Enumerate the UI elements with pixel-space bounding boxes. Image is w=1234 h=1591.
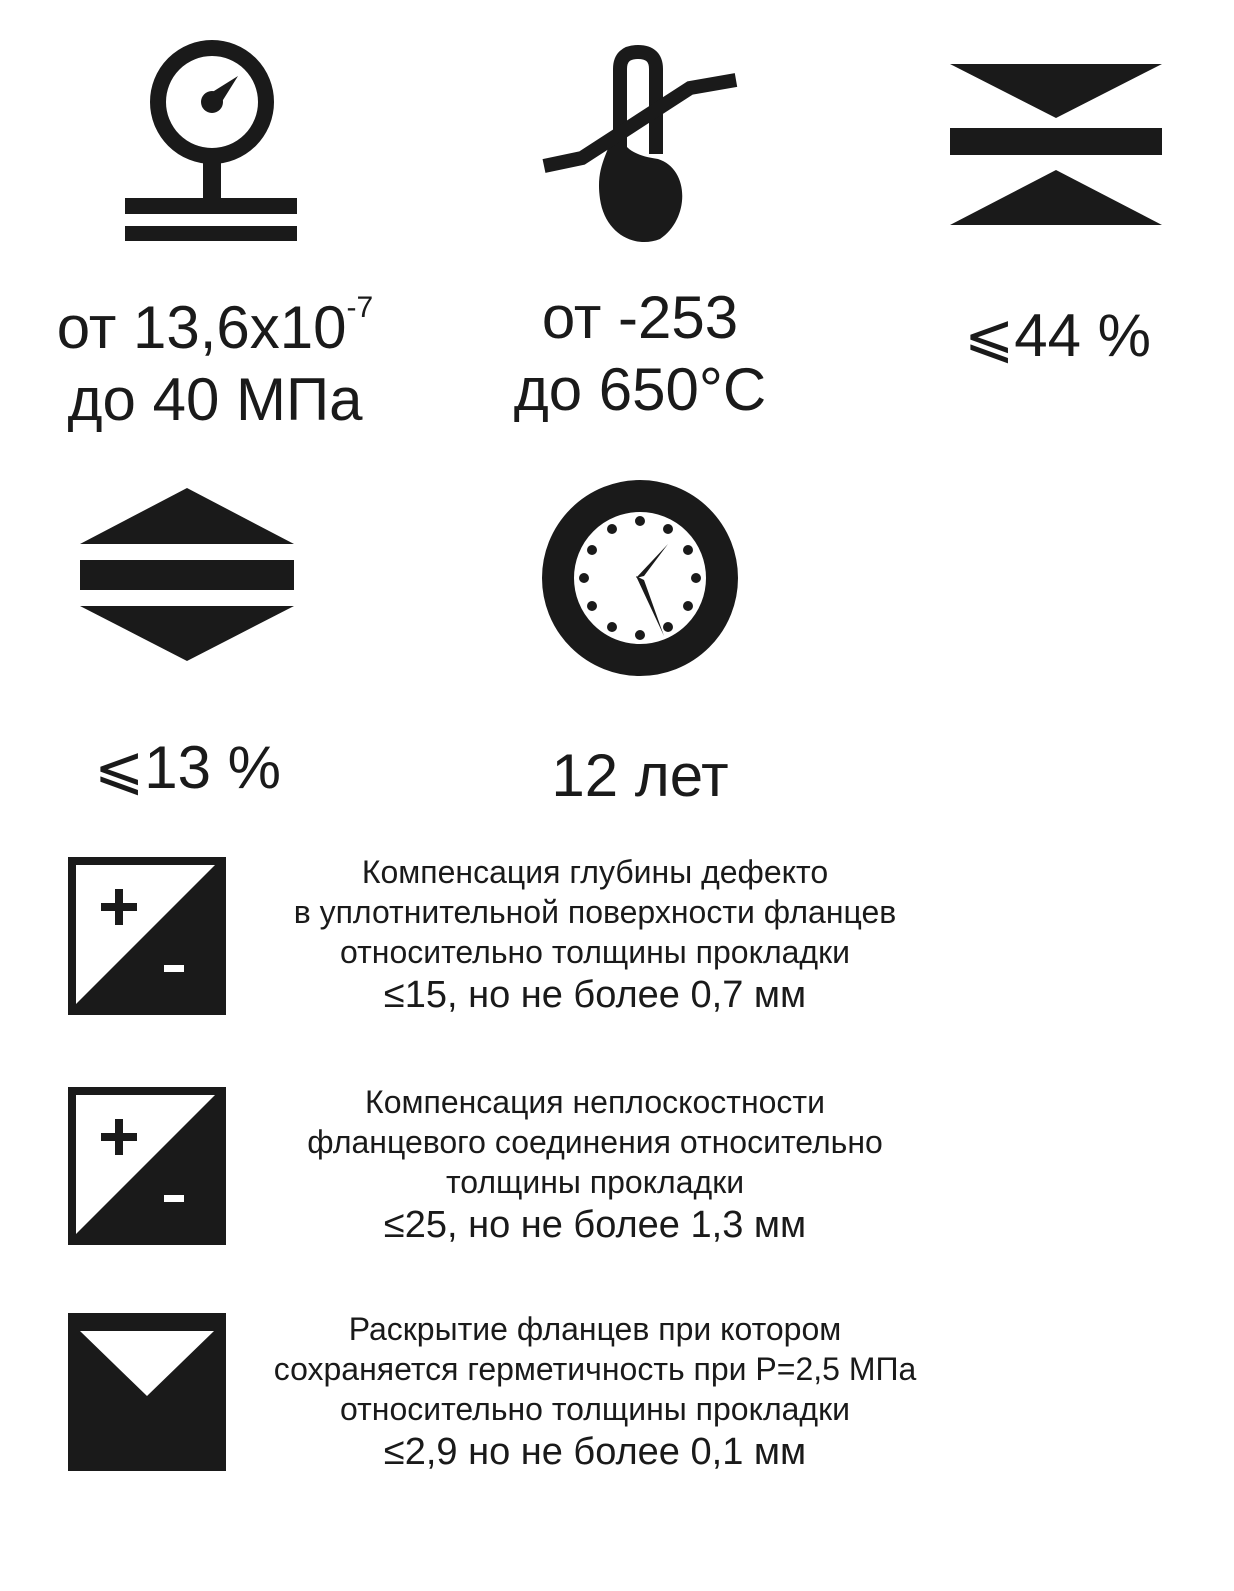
spec-value: ≤15, но не более 0,7 мм: [383, 974, 807, 1016]
description-line: фланцевого соединения относительно: [307, 1124, 883, 1160]
thermometer-icon: [540, 44, 740, 246]
pressure-max: до 40 МПа: [67, 366, 363, 433]
spec-value: ≤25, но не более 1,3 мм: [383, 1204, 807, 1246]
description-line: Компенсация неплоскостности: [365, 1084, 825, 1120]
description-line: толщины прокладки: [445, 1164, 745, 1200]
recovery-icon: [80, 488, 295, 663]
plus-minus-icon: [68, 857, 226, 1015]
compression-value: ⩽44 %: [963, 302, 1152, 369]
flange-opening-icon: [68, 1313, 226, 1471]
defect-compensation-text: [240, 852, 950, 1018]
description-line: Компенсация глубины дефекто: [361, 854, 829, 890]
description-line: в уплотнительной поверхности фланцев: [293, 894, 897, 930]
temperature-range-text: [460, 282, 820, 426]
description-line: относительно толщины прокладки: [340, 1391, 850, 1427]
plus-minus-icon: [68, 1087, 226, 1245]
recovery-value: ⩽13 %: [93, 734, 282, 801]
spec-value: ≤2,9 но не более 0,1 мм: [383, 1431, 807, 1473]
compression-icon: [950, 62, 1165, 227]
pressure-gauge-icon: [120, 40, 300, 245]
pressure-exponent: -7: [346, 291, 374, 324]
service-life-value: 12 лет: [551, 742, 729, 809]
temperature-max: до 650°С: [513, 356, 767, 423]
description-line: относительно толщины прокладки: [340, 934, 850, 970]
pressure-range-text: [20, 282, 410, 436]
flatness-compensation-text: [240, 1082, 950, 1248]
description-line: сохраняется герметичность при Р=2,5 МПа: [273, 1351, 917, 1387]
description-line: Раскрытие фланцев при котором: [348, 1311, 842, 1347]
clock-icon: [540, 478, 740, 678]
flange-opening-text: [230, 1309, 960, 1475]
temperature-min: от -253: [541, 284, 739, 351]
pressure-min: от 13,6х10: [56, 294, 347, 361]
